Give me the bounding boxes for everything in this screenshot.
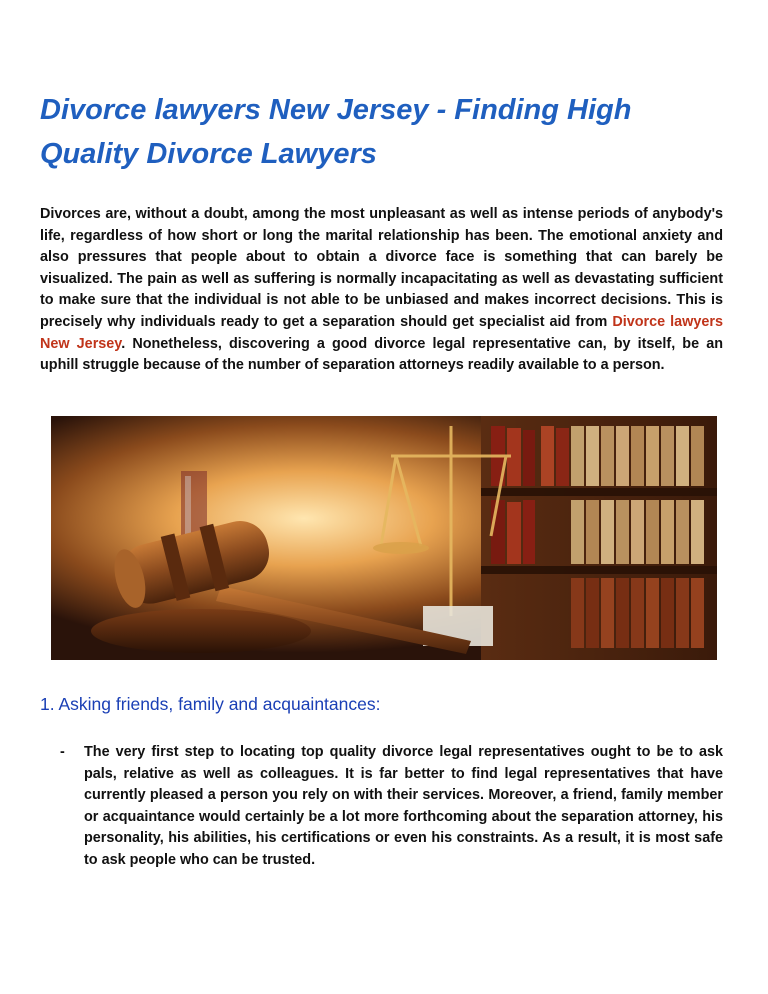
page-title: Divorce lawyers New Jersey - Finding High Quality Divorce Lawyers: [40, 94, 632, 170]
divorce-lawyers-nj-link[interactable]: Divorce lawyers New Jersey: [40, 313, 723, 352]
hero-courtroom-image: [51, 416, 717, 660]
intro-paragraph: [40, 204, 723, 377]
bullet-paragraph: The very first step to locating top quality divorce legal representatives ought to be to ask pals, relative as well as colleagues. It is far better to find legal representatives that have currently pleased a person you rely on with their services. Moreover, a friend, family member or acquaintance would certainly be a lot more forthcoming about the separation attorney, his personality, his abilities, his certifications or even his constraints. As a result, it is most safe to ask people who can be trusted.: [84, 744, 723, 868]
section-heading-asking-friends: 1. Asking friends, family and acquaintances:: [40, 694, 381, 714]
intro-text-after-link: . Nonetheless, discovering a good divorce legal representative can, by itself, be an uphill struggle because of the number of separation attorneys readily available to a person.: [40, 335, 723, 374]
bullet-marker: -: [60, 744, 65, 760]
intro-text-before-link: Divorces are, without a doubt, among the most unpleasant as well as intense periods of anybody's life, regardless of how short or long the marital relationship has been. The emotional anxiety and also pressures that people about to obtain a divorce face is something that can barely be visualized. The pain as well as suffering is normally incapacitating as well as devastating sufficient to make sure that the individual is not able to be unbiased and makes incorrect decisions. This is precisely why individuals ready to get a separation should get specialist aid from: [40, 206, 723, 330]
